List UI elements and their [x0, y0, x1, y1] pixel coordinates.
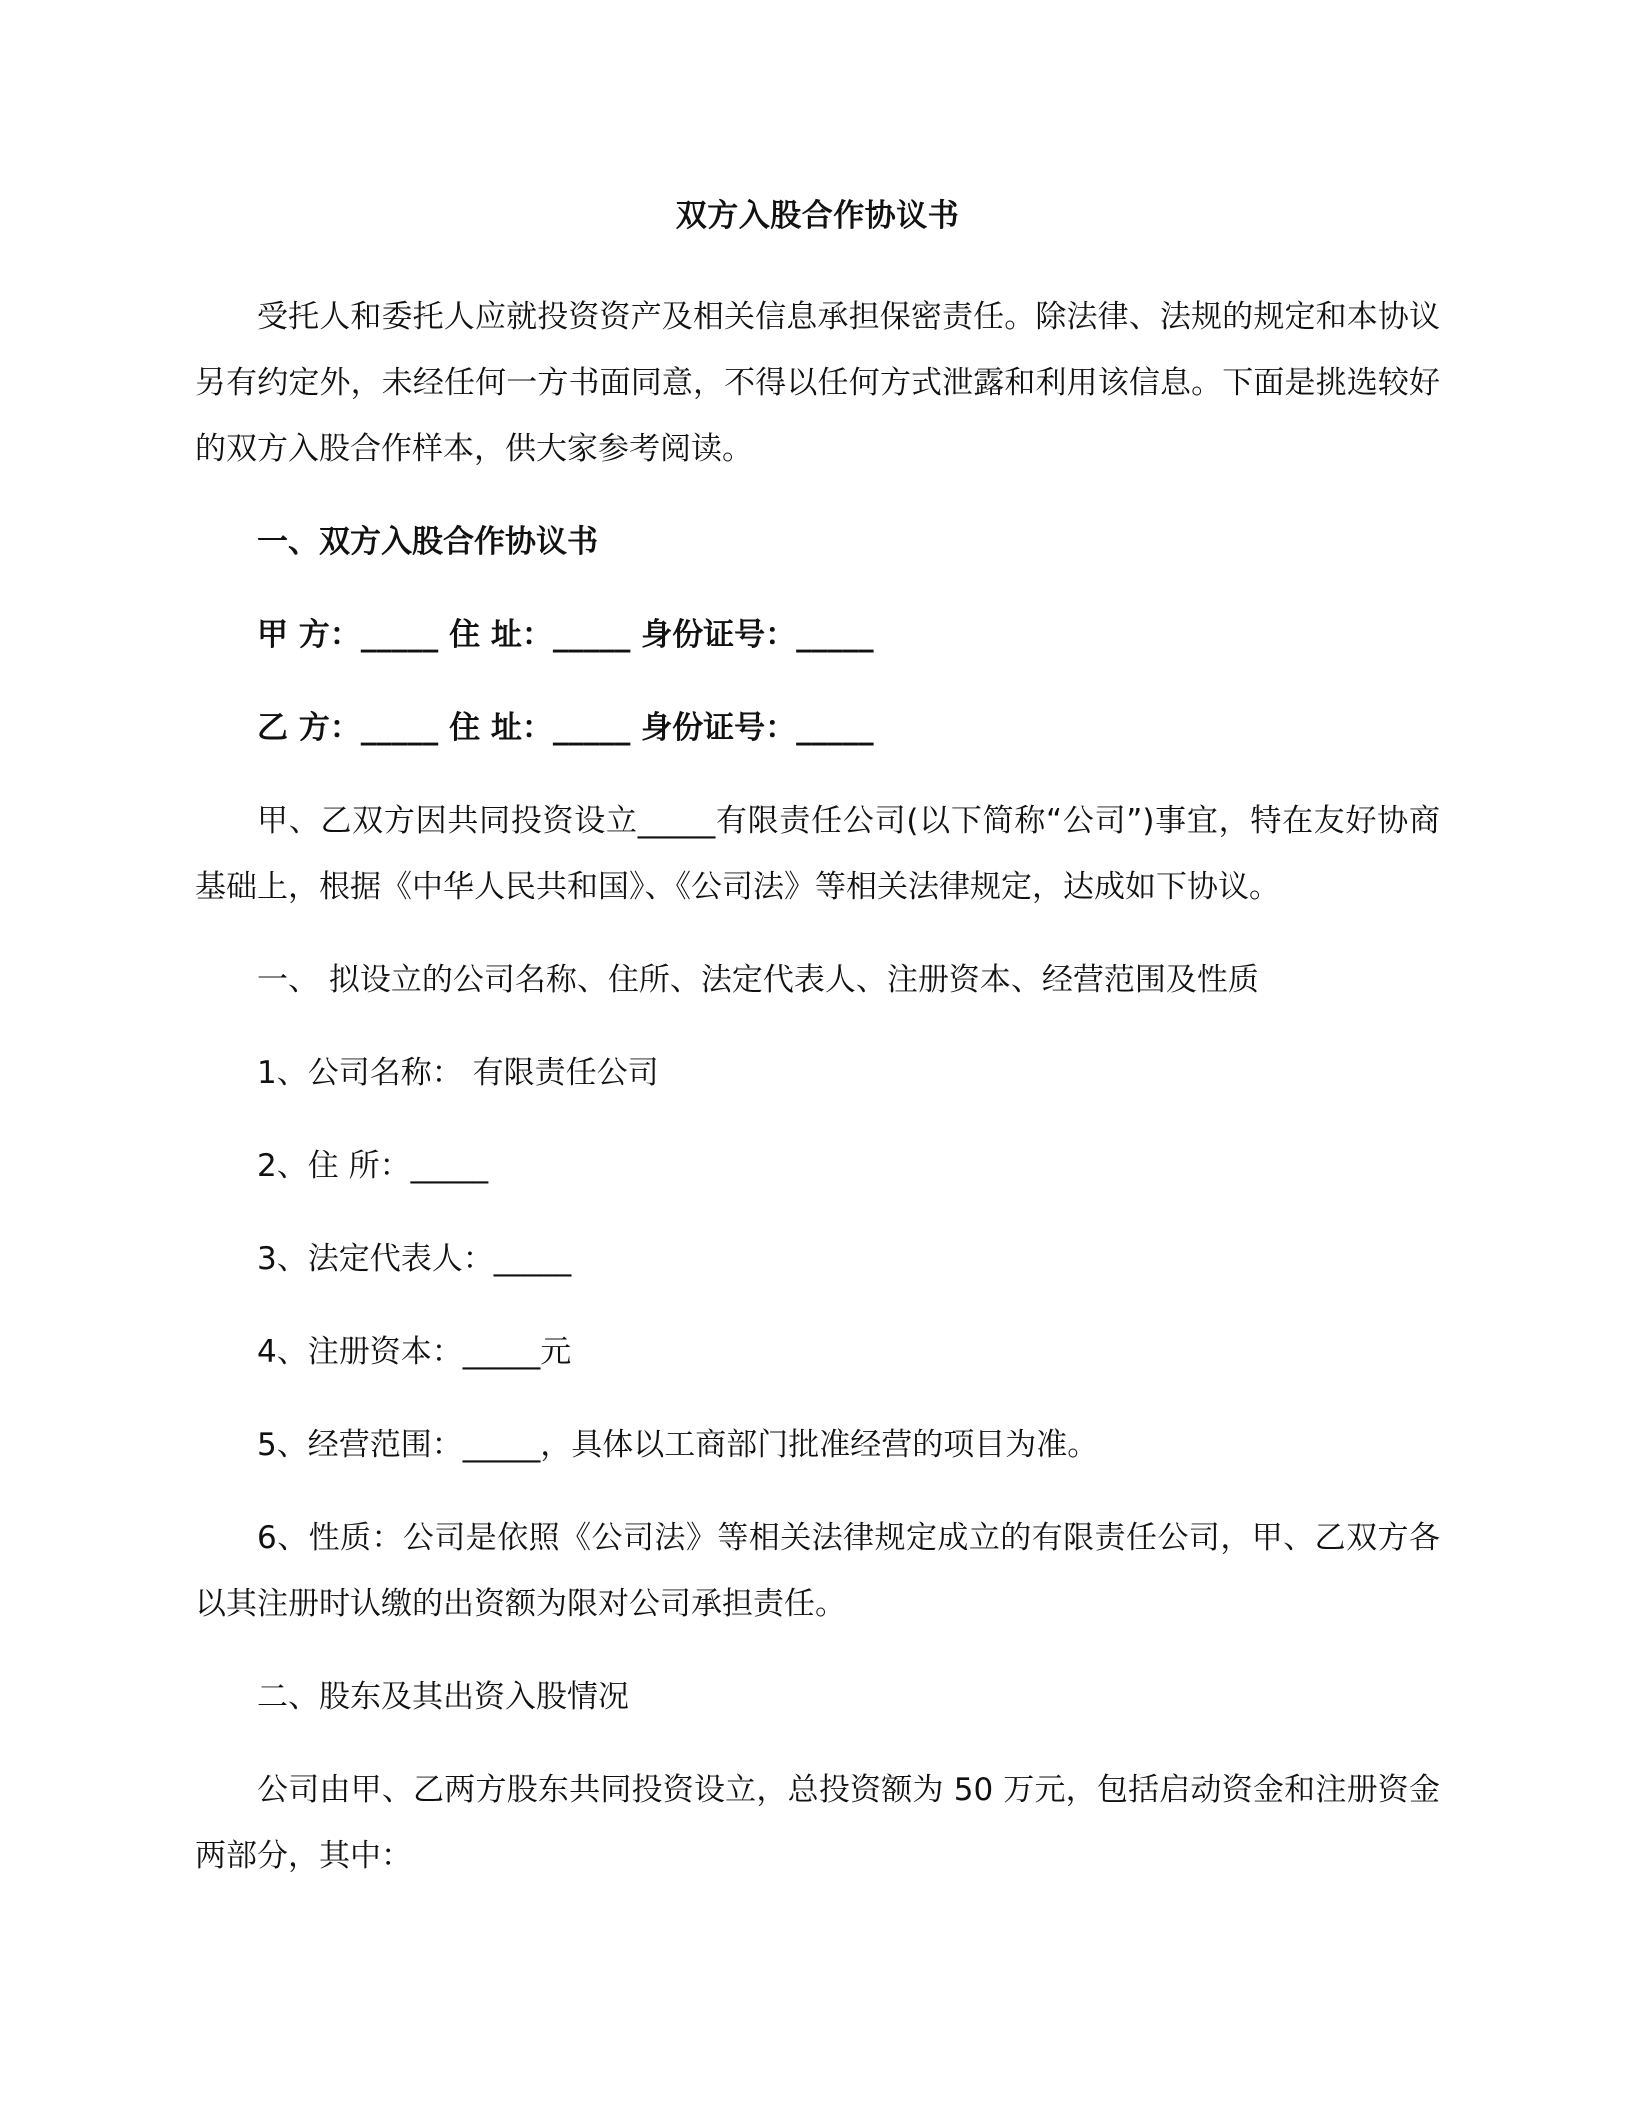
article2-heading: 二、股东及其出资入股情况	[257, 1679, 629, 1715]
item-address: 2、住 所：_____	[257, 1148, 489, 1184]
party-b-line: 乙 方：_____ 住 址：_____ 身份证号：_____	[257, 710, 874, 746]
document-body	[195, 190, 1440, 1916]
item-registered-capital: 4、注册资本：_____元	[257, 1334, 572, 1370]
section-heading: 一、双方入股合作协议书	[257, 524, 598, 560]
item-nature: 6、性质：公司是依照《公司法》等相关法律规定成立的有限责任公司，甲、乙双方各以其注册时认缴的出资额为限对公司承担责任。	[195, 1520, 1440, 1622]
item-business-scope: 5、经营范围：_____，具体以工商部门批准经营的项目为准。	[257, 1427, 1099, 1463]
intro-paragraph: 受托人和委托人应就投资资产及相关信息承担保密责任。除法律、法规的规定和本协议另有约定外，未经任何一方书面同意，不得以任何方式泄露和利用该信息。下面是挑选较好的双方入股合作样本，供大家参考阅读。	[195, 299, 1440, 467]
document-title: 双方入股合作协议书	[675, 198, 960, 234]
party-a-line: 甲 方：_____ 住 址：_____ 身份证号：_____	[257, 617, 874, 653]
article1-heading: 一、 拟设立的公司名称、住所、法定代表人、注册资本、经营范围及性质	[257, 962, 1259, 998]
item-company-name: 1、公司名称： 有限责任公司	[257, 1055, 659, 1091]
item-legal-representative: 3、法定代表人：_____	[257, 1241, 572, 1277]
article2-paragraph: 公司由甲、乙两方股东共同投资设立，总投资额为 50 万元，包括启动资金和注册资金两部分，其中：	[195, 1772, 1440, 1874]
purpose-paragraph: 甲、乙双方因共同投资设立_____有限责任公司(以下简称“公司”)事宜，特在友好协商基础上，根据《中华人民共和国》、《公司法》等相关法律规定，达成如下协议。	[195, 803, 1440, 905]
